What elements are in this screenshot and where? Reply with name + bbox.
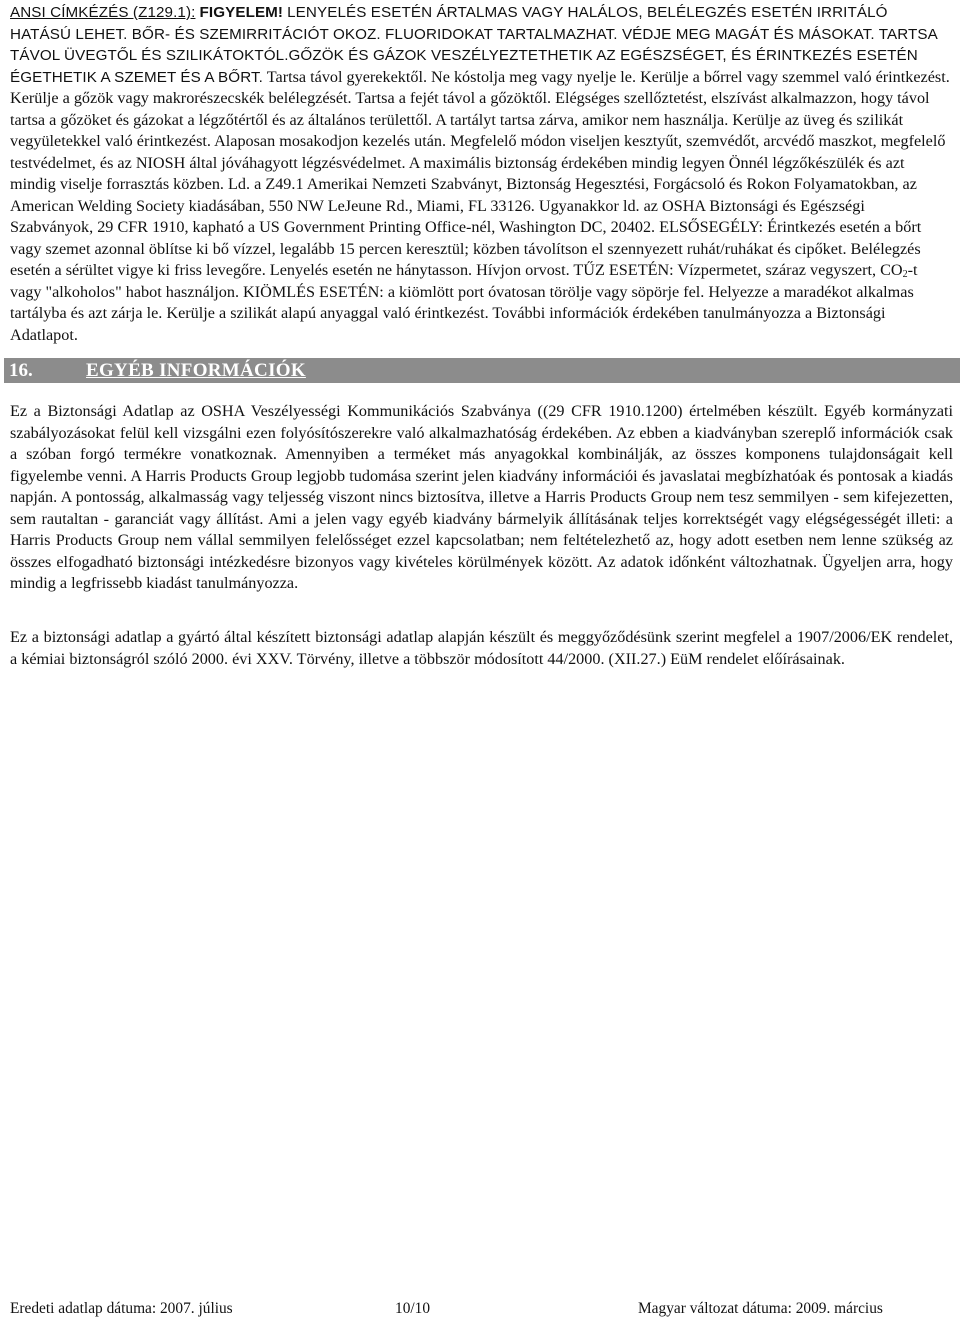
- section-title: EGYÉB INFORMÁCIÓK: [86, 360, 306, 381]
- paragraph-disclaimer: Ez a Biztonsági Adatlap az OSHA Veszélyességi Kommunikációs Szabványa ((29 CFR 1910.1200) értelmében készült. Egyéb kormányzati szabályozásokat felül kell vizsgálni ezen folyósítószerekre való alkalmazhatóság érdekében. Az ebben a kiadványban szereplő információk csak a szóban forgó termékre vonatkoznak. Amennyiben a terméket más anyagokkal kombinálják, az összes komponens tulajdonságait kell figyelembe venni. A Harris Products Group legjobb tudomása szerint jelen kiadvány információi és javaslatai megbízhatóak és pontosak a kiadás napján. A pontosság, alkalmasság vagy teljesség viszont nincs biztosítva, illetve a Harris Products Group nem tesz semmilyen - sem kifejezetten, sem rautaltan - garanciát vagy állítást. Ami a jelen vagy egyéb kiadvány bármelyik állításának teljes korrektségét vagy elégségességét illeti: a Harris Products Group nem vállal semmilyen felelősséget ezzel kapcsolatban; nem feltételezhető az, hogy adott esetben nem lenne szükség az összes elfogadható biztonsági intézkedésre bizonyos vagy kivételes körülmények között. Az adatok időnként változhatnak. Ügyeljen arra, hogy mindig a legfrissebb kiadást tanulmányozza.: [10, 402, 953, 592]
- label-body-text-end: -t vagy "alkoholos" habot használjon. KIÖMLÉS ESETÉN: a kiömlött port óvatosan törölje vagy söpörje fel. Helyezze a maradékot alkalmas tartályba és azt zárja le. Kerülje a szilikát alapú anyaggal való érintkezést. További információk érdekében tanulmányozza a Biztonsági Adatlapot.: [10, 261, 918, 344]
- section-header: [4, 358, 960, 383]
- label-body-text: Tartsa távol gyerekektől. Ne kóstolja meg vagy nyelje le. Kerülje a bőrrel vagy szemmel való érintkezést. Kerülje a gőzök vagy makrorészecskék belélegzését. Tartsa a fejét távol a gőzöktől. Elégséges szellőztetést, elszívást alkalmazzon, hogy távol tartsa a gőzöket és gázokat a légzőtértől és az általános területtől. A tartályt tartsa zárva, amikor nem használja. Kerülje az üveg és szilikát vegyületekkel való érintkezést. Alaposan mosakodjon kezelés után. Megfelelő módon viseljen kesztyűt, szemvédőt, arcvédő maszkot, megfelelő testvédelmet, és az NIOSH által jóváhagyott légzésvédelmet. A maximális biztonság érdekében mindig legyen Önnél légzőkészülék és azt mindig viselje forrasztás közben. Ld. a Z49.1 Amerikai Nemzeti Szabványt, Biztonság Hegesztési, Forgácsoló és Rokon Folyamatokban, az American Welding Society kiadásában, 550 NW LeJeune Rd., Miami, FL 33126. Ugyanakkor ld. az OSHA Biztonsági és Egészségi Szabványok, 29 CFR 1910, kapható a US Government Printing Office-nél, Washington DC, 20402. ELSŐSEGÉLY: Érintkezés esetén a bőrt vagy szemet azonnal öblítse ki bő vízzel, legalább 15 percen keresztül; közben távolítson el szennyezett ruhát/ruhákat és cipőket. Belélegzés esetén a sérültet vigye ki friss levegőre. Lenyelés esetén ne hánytasson. Hívjon orvost. TŰZ ESETÉN: Vízpermetet, száraz vegyszert, CO: [10, 67, 950, 279]
- footer-hungarian-date: Magyar változat dátuma: 2009. március: [638, 1300, 883, 1317]
- footer-original-date: Eredeti adatlap dátuma: 2007. július: [10, 1300, 233, 1317]
- footer-page-number: 10/10: [395, 1300, 431, 1317]
- warning-caps-text: LENYELÉS ESETÉN ÁRTALMAS VAGY HALÁLOS, BELÉLEGZÉS ESETÉN IRRITÁLÓ HATÁSÚ LEHET. BŐR- ÉS SZEMIRRITÁCIÓT OKOZ. FLUORIDOKAT TARTALMAZHAT. VÉDJE MEG MAGÁT ÉS MÁSOKAT. TARTSA TÁVOL ÜVEGTŐL ÉS SZILIKÁTOKTÓL.GŐZÖK ÉS GÁZOK VESZÉLYEZTETHETIK AZ EGÉSZSÉGET, ÉS ÉRINTKEZÉS ESETÉN ÉGETHETIK A SZEMET ÉS A BŐRT.: [10, 4, 938, 86]
- ansi-label-prefix: ANSI CÍMKÉZÉS (Z129.1):: [10, 4, 196, 21]
- warning-word: FIGYELEM!: [199, 4, 284, 21]
- ansi-label-text: [10, 2, 950, 346]
- section-number: 16.: [9, 360, 33, 381]
- co2-subscript: 2: [902, 269, 908, 280]
- paragraph-regulation: Ez a biztonsági adatlap a gyártó által készített biztonsági adatlap alapján készült és meggyőződésünk szerint megfelel a 1907/2006/EK rendelet, a kémiai biztonságról szóló 2000. évi XXV. Törvény, illetve a többször módosított 44/2000. (XII.27.) EüM rendelet előírásainak.: [10, 628, 953, 668]
